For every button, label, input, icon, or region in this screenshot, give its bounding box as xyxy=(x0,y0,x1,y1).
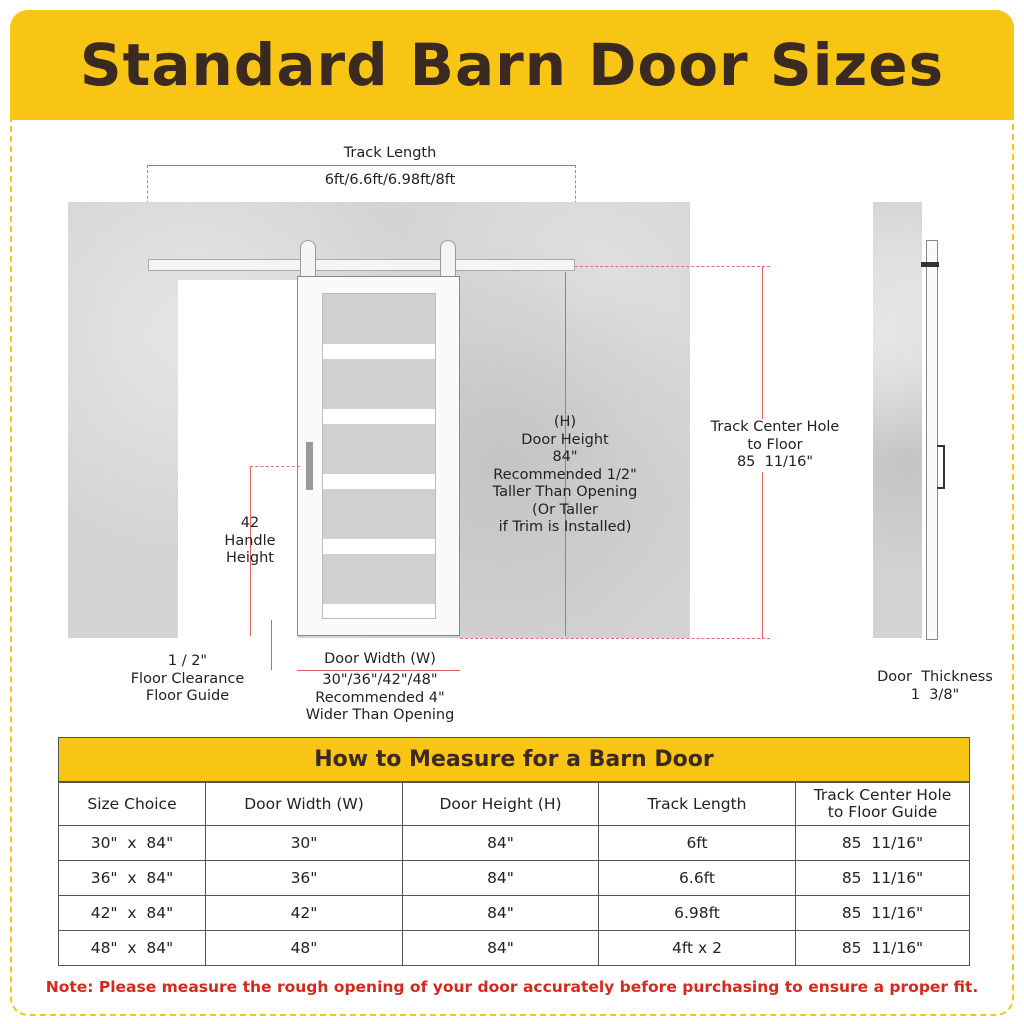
note-text: Note: Please measure the rough opening of your door accurately before purchasing to ensure a proper fit. xyxy=(45,978,979,996)
door-opening xyxy=(178,280,298,638)
cell: 42" xyxy=(206,896,403,931)
measure-table xyxy=(58,737,970,966)
cell: 48" xyxy=(206,931,403,966)
cell: 48" x 84" xyxy=(59,931,206,966)
column-header: Size Choice xyxy=(59,783,206,826)
glass-pane xyxy=(323,359,435,409)
table-header-row xyxy=(59,783,970,826)
column-header: Door Width (W) xyxy=(206,783,403,826)
track-length-label: Track Length xyxy=(343,145,437,161)
track-bracket xyxy=(921,262,939,267)
cell: 85 11/16" xyxy=(796,931,970,966)
barn-door-track xyxy=(148,259,575,271)
track-roller xyxy=(300,240,316,280)
door-thickness-label: Door Thickness 1 3/8" xyxy=(877,669,993,703)
floor-clearance-label: 1 / 2" Floor Clearance Floor Guide xyxy=(130,653,245,704)
side-wall xyxy=(873,202,922,638)
handle-height-label: 42 Handle Height xyxy=(224,515,276,566)
track-length-line xyxy=(147,165,575,166)
cell: 6.98ft xyxy=(599,896,796,931)
cell: 85 11/16" xyxy=(796,861,970,896)
table-row xyxy=(59,931,970,966)
cell: 36" xyxy=(206,861,403,896)
dim-guide xyxy=(460,638,770,639)
header-banner xyxy=(10,10,1014,120)
dim-guide xyxy=(575,266,770,267)
door-height-label: (H) Door Height 84" Recommended 1/2" Taller Than Opening (Or Taller if Trim is Installed) xyxy=(492,414,638,535)
cell: 36" x 84" xyxy=(59,861,206,896)
table-row xyxy=(59,861,970,896)
door-side-view xyxy=(926,240,938,640)
door-width-values: 30"/36"/42"/48" Recommended 4" Wider Than Opening xyxy=(305,672,455,723)
track-roller xyxy=(440,240,456,280)
cell: 42" x 84" xyxy=(59,896,206,931)
track-center-label: Track Center Hole to Floor 85 11/16" xyxy=(695,419,855,472)
cell: 30" x 84" xyxy=(59,826,206,861)
door-width-line xyxy=(297,670,460,671)
column-header: Door Height (H) xyxy=(403,783,599,826)
table-title: How to Measure for a Barn Door xyxy=(58,737,970,782)
barn-door xyxy=(297,276,460,636)
table-row xyxy=(59,896,970,931)
cell: 84" xyxy=(403,931,599,966)
cell: 84" xyxy=(403,826,599,861)
page-title: Standard Barn Door Sizes xyxy=(79,31,945,99)
column-header: Track Center Hole to Floor Guide xyxy=(796,783,970,826)
cell: 6ft xyxy=(599,826,796,861)
cell: 85 11/16" xyxy=(796,826,970,861)
glass-pane xyxy=(323,294,435,344)
dim-guide xyxy=(250,466,300,467)
cell: 84" xyxy=(403,896,599,931)
glass-pane xyxy=(323,489,435,539)
glass-pane xyxy=(323,554,435,604)
side-handle xyxy=(937,445,945,489)
column-header: Track Length xyxy=(599,783,796,826)
door-width-label: Door Width (W) xyxy=(324,651,436,667)
cell: 4ft x 2 xyxy=(599,931,796,966)
floor-clearance-line xyxy=(271,620,272,670)
cell: 30" xyxy=(206,826,403,861)
glass-pane xyxy=(323,424,435,474)
cell: 84" xyxy=(403,861,599,896)
door-handle xyxy=(306,442,313,490)
cell: 6.6ft xyxy=(599,861,796,896)
table-row xyxy=(59,826,970,861)
cell: 85 11/16" xyxy=(796,896,970,931)
track-length-values: 6ft/6.6ft/6.98ft/8ft xyxy=(324,172,456,188)
